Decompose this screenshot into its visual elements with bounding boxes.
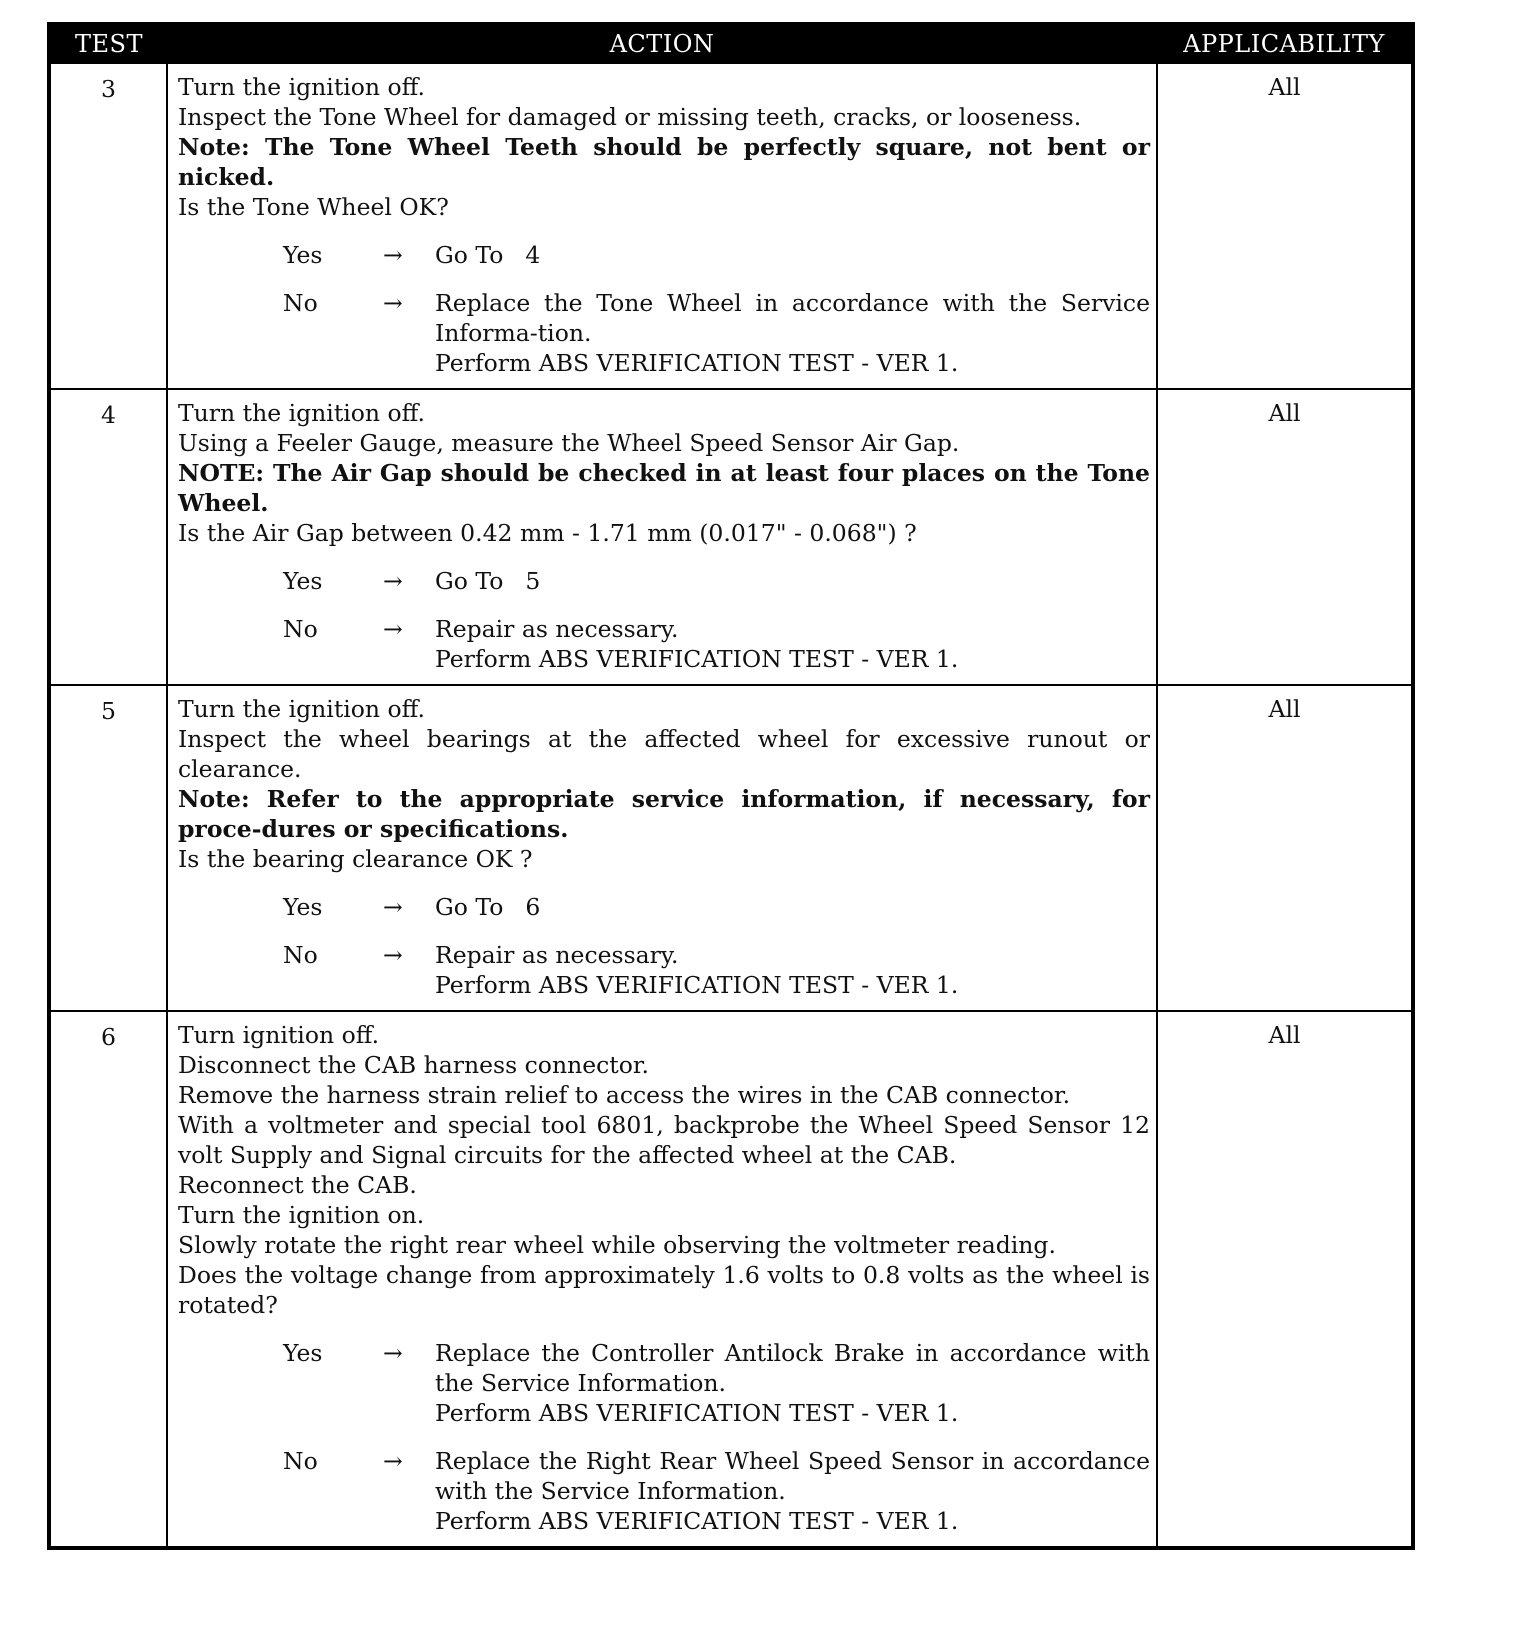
outcome-result — [435, 566, 1150, 596]
outcome-no — [178, 614, 1150, 674]
answer-label: Yes — [283, 1339, 323, 1367]
arrow-icon: → — [383, 615, 403, 643]
action-step: Using a Feeler Gauge, measure the Wheel Speed Sensor Air Gap. — [178, 429, 960, 457]
action-step: Turn ignition off. — [178, 1021, 380, 1049]
action-step: Disconnect the CAB harness connector. — [178, 1051, 649, 1079]
header-test: TEST — [49, 24, 167, 63]
arrow-icon: → — [383, 567, 403, 595]
answer-label: Yes — [283, 241, 323, 269]
answer-label: No — [283, 1447, 318, 1475]
action-step: Reconnect the CAB. — [178, 1171, 417, 1199]
outcome-yes — [178, 240, 1150, 270]
outcome-perform: Perform ABS VERIFICATION TEST - VER 1. — [435, 1399, 959, 1427]
applicability-value: All — [1157, 63, 1413, 389]
outcome-yes — [178, 566, 1150, 596]
outcome-result — [435, 240, 1150, 270]
answer-label: No — [283, 941, 318, 969]
outcome-perform: Perform ABS VERIFICATION TEST - VER 1. — [435, 645, 959, 673]
outcome-result — [435, 1446, 1150, 1536]
outcome-no — [178, 288, 1150, 378]
header-applicability: APPLICABILITY — [1157, 24, 1413, 63]
test-number: 4 — [49, 389, 167, 685]
action-question: Is the bearing clearance OK ? — [178, 845, 533, 873]
answer-label: Yes — [283, 567, 323, 595]
action-step: Turn the ignition on. — [178, 1201, 425, 1229]
action-step: Turn the ignition off. — [178, 399, 426, 427]
test-number: 6 — [49, 1011, 167, 1548]
outcome-yes — [178, 892, 1150, 922]
action-cell — [167, 1011, 1157, 1548]
arrow-icon: → — [383, 241, 403, 269]
answer-label: No — [283, 615, 318, 643]
action-step: Slowly rotate the right rear wheel while observing the voltmeter reading. — [178, 1231, 1056, 1259]
goto-number: 5 — [525, 567, 541, 595]
outcome-result — [435, 1338, 1150, 1428]
outcome-perform: Perform ABS VERIFICATION TEST - VER 1. — [435, 1507, 959, 1535]
outcome-text: Replace the Controller Antilock Brake in accordance with the Service Information. — [435, 1339, 1150, 1397]
arrow-icon: → — [383, 893, 403, 921]
diagnostic-test-table — [47, 22, 1415, 1550]
goto-number: 6 — [525, 893, 541, 921]
action-note: Note: The Tone Wheel Teeth should be perfectly square, not bent or nicked. — [178, 133, 1150, 191]
applicability-value: All — [1157, 685, 1413, 1011]
arrow-icon: → — [383, 289, 403, 317]
table-header-row — [49, 24, 1413, 63]
table-row — [49, 389, 1413, 685]
diagnostic-test-table-wrapper — [47, 22, 1411, 1550]
outcome-perform: Perform ABS VERIFICATION TEST - VER 1. — [435, 971, 959, 999]
action-cell — [167, 389, 1157, 685]
applicability-value: All — [1157, 389, 1413, 685]
test-number: 3 — [49, 63, 167, 389]
test-number: 5 — [49, 685, 167, 1011]
outcome-text: Replace the Right Rear Wheel Speed Sensor in accordance with the Service Information. — [435, 1447, 1150, 1505]
outcome-perform: Perform ABS VERIFICATION TEST - VER 1. — [435, 349, 959, 377]
goto-label: Go To — [435, 241, 504, 269]
outcome-text: Replace the Tone Wheel in accordance with the Service Informa-tion. — [435, 289, 1150, 347]
outcome-yes — [178, 1338, 1150, 1428]
outcome-result — [435, 288, 1150, 378]
outcome-text: Repair as necessary. — [435, 615, 679, 643]
outcome-no — [178, 1446, 1150, 1536]
table-row — [49, 63, 1413, 389]
applicability-value: All — [1157, 1011, 1413, 1548]
action-step: Inspect the Tone Wheel for damaged or missing teeth, cracks, or looseness. — [178, 103, 1082, 131]
table-row — [49, 1011, 1413, 1548]
outcome-text: Repair as necessary. — [435, 941, 679, 969]
arrow-icon: → — [383, 941, 403, 969]
answer-label: No — [283, 289, 318, 317]
answer-label: Yes — [283, 893, 323, 921]
action-cell — [167, 63, 1157, 389]
action-note: NOTE: The Air Gap should be checked in at least four places on the Tone Wheel. — [178, 459, 1150, 517]
outcome-result — [435, 892, 1150, 922]
goto-label: Go To — [435, 893, 504, 921]
outcome-no — [178, 940, 1150, 1000]
action-step: Inspect the wheel bearings at the affected wheel for excessive runout or clearance. — [178, 725, 1150, 783]
action-question: Is the Tone Wheel OK? — [178, 193, 449, 221]
outcome-result — [435, 940, 1150, 1000]
table-row — [49, 685, 1413, 1011]
outcome-result — [435, 614, 1150, 674]
goto-number: 4 — [525, 241, 541, 269]
action-step: Turn the ignition off. — [178, 695, 426, 723]
goto-label: Go To — [435, 567, 504, 595]
action-step: Turn the ignition off. — [178, 73, 426, 101]
action-step: Remove the harness strain relief to access the wires in the CAB connector. — [178, 1081, 1071, 1109]
action-step: With a voltmeter and special tool 6801, backprobe the Wheel Speed Sensor 12 volt Supply and Signal circuits for the affected wheel at the CAB. — [178, 1111, 1150, 1169]
action-question: Is the Air Gap between 0.42 mm - 1.71 mm (0.017" - 0.068") ? — [178, 519, 917, 547]
header-action: ACTION — [167, 24, 1157, 63]
action-note: Note: Refer to the appropriate service information, if necessary, for proce-dures or specifications. — [178, 785, 1150, 843]
arrow-icon: → — [383, 1339, 403, 1367]
action-question: Does the voltage change from approximately 1.6 volts to 0.8 volts as the wheel is rotated? — [178, 1261, 1150, 1319]
action-cell — [167, 685, 1157, 1011]
arrow-icon: → — [383, 1447, 403, 1475]
